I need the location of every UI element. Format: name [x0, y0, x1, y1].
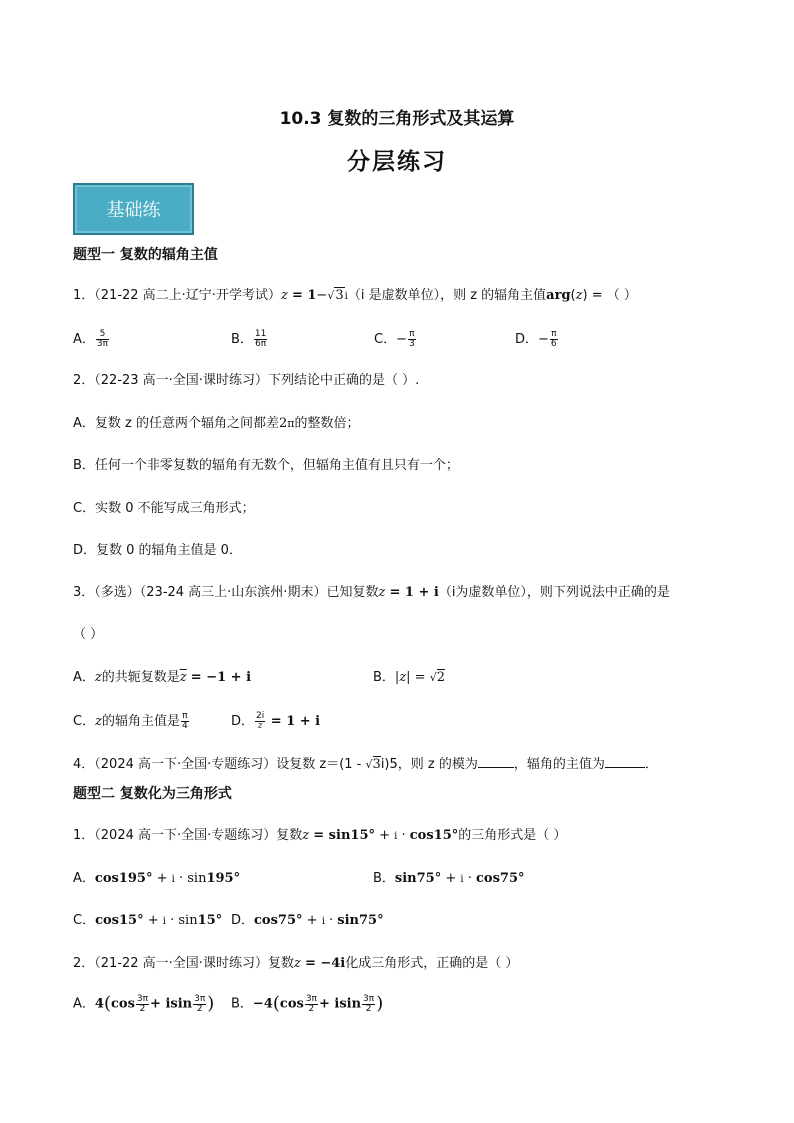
s2q2-post: 化成三角形式，正确的是（ ） — [345, 956, 519, 971]
q3-mid: （i为虚数单位），则下列说法中正确的是 — [438, 585, 670, 600]
section-heading-2: 题型二 复数化为三角形式 — [73, 786, 232, 802]
section-heading-1: 题型一 复数的辐角主值 — [73, 247, 218, 263]
q1-expr: z — [280, 288, 288, 303]
q1-option-b — [231, 330, 268, 349]
q3-option-c-label: C． — [73, 714, 96, 729]
s2q1-option-a-label: A． — [73, 871, 95, 886]
s2q1-option-a: A．cos195° + i · sin195° — [73, 871, 241, 886]
q3-option-c: C．z的辐角主值是 $\frac{\pi}{4}$ — [73, 711, 188, 731]
q3-option-b-label: B． — [373, 670, 395, 685]
q1-option-a-value: $\frac{5}{3\pi}$ — [96, 329, 109, 349]
s2q2-pre: 2．（21-22 高一·全国·课时练习）复数 — [73, 956, 294, 971]
s2q2-option-a-label: A． — [73, 996, 95, 1012]
q1-option-d-value: $\frac{\pi}{6}$ — [550, 329, 557, 349]
q3-pre: 3．（多选）（23-24 高三上·山东滨州·期末）已知复数 — [73, 585, 379, 600]
q1-option-b-value: $\frac{11}{6\pi}$ — [254, 329, 267, 349]
q2-option-c: C．实数 0 不能写成三角形式； — [73, 501, 255, 516]
q1-prefix: 1．（21-22 高二上·辽宁·开学考试） — [73, 288, 281, 303]
s2q1-option-d: D．cos75° + i · sin75° — [231, 913, 384, 928]
q1-option-b-label: B． — [231, 332, 253, 347]
question-2-2: 2．（21-22 高一·全国·课时练习）复数z = −4i化成三角形式，正确的是（ ） — [73, 956, 519, 971]
q3-option-d-label: D． — [231, 714, 255, 729]
q1-option-c-label: C． — [374, 332, 397, 347]
s2q2-option-b-label: B． — [231, 996, 253, 1012]
q3-paren: （ ） — [73, 627, 104, 642]
q4-text1: 4．（2024 高一下·全国·专题练习）设复数 z＝(1 - — [73, 757, 366, 772]
q4-blank-argument[interactable] — [605, 755, 645, 768]
q2-option-a-pre: A．复数 z 的任意两个辐角之间都差 — [73, 416, 279, 431]
s2q1-option-b: B．sin75° + i · cos75° — [373, 871, 525, 886]
question-1-3: 3．（多选）（23-24 高三上·山东滨州·期末）已知复数z = 1 + i（i为虚数单位），则下列说法中正确的是 — [73, 585, 670, 600]
s2q1-option-c: C．cos15° + i · sin15° — [73, 913, 223, 928]
q1-option-c: C．− $\frac{\pi}{3}$ — [374, 329, 415, 349]
q1-option-a — [73, 330, 110, 349]
q4-text4: ． — [644, 757, 658, 772]
q3-option-c-text: 的辐角主值是 — [101, 714, 180, 729]
s2q1-option-d-label: D． — [231, 913, 255, 928]
q1-option-a-label: A． — [73, 332, 95, 347]
s2q1-pre: 1．（2024 高一下·全国·专题练习）复数 — [73, 828, 303, 843]
s2q2-option-b: B．−4(cos $\frac{3\pi}{2}$ + isin $\frac{3\pi}{2}$ ) — [231, 993, 384, 1014]
document-title: 10.3 复数的三角形式及其运算 — [279, 109, 515, 129]
question-1-4: 4．（2024 高一下·全国·专题练习）设复数 z＝(1 - √3i)5，则 z 的模为 ，辐角的主值为 ． — [73, 757, 658, 772]
q2-option-b: B．任何一个非零复数的辐角有无数个，但辐角主值有且只有一个； — [73, 458, 459, 473]
q3-option-a: A．z的共轭复数是$\overline{z} = -1 + i$ — [73, 670, 252, 685]
s2q1-option-b-label: B． — [373, 871, 395, 886]
q4-text2: i)5，则 z 的模为 — [380, 757, 478, 772]
q4-text3: ，辐角的主值为 — [513, 757, 605, 772]
s2q1-post: 的三角形式是（ ） — [458, 828, 567, 843]
level-badge-label: 基础练 — [106, 200, 161, 221]
q1-option-d: D．− $\frac{\pi}{6}$ — [515, 329, 557, 349]
q2-option-a: A．复数 z 的任意两个辐角之间都差2π的整数倍； — [73, 416, 360, 431]
q3-option-d: D． $\frac{2i}{z}$ = 1 + i — [231, 711, 321, 731]
q4-blank-modulus[interactable] — [478, 755, 514, 768]
q3-option-a-label: A． — [73, 670, 95, 685]
s2q1-option-c-label: C． — [73, 913, 96, 928]
level-badge — [73, 183, 194, 235]
document-subtitle: 分层练习 — [347, 149, 447, 175]
q3-option-b: B．|z| = √2 — [373, 670, 446, 685]
q2-option-a-post: 的整数倍； — [294, 416, 360, 431]
q1-option-c-value: $\frac{\pi}{3}$ — [408, 329, 415, 349]
question-2-1: 1．（2024 高一下·全国·专题练习）复数z = sin15° + i · cos15°的三角形式是（ ） — [73, 828, 567, 843]
q1-mid: （i 是虚数单位），则 z 的辐角主值 — [347, 288, 547, 303]
q1-option-d-label: D． — [515, 332, 539, 347]
q3-option-a-text: 的共轭复数是 — [101, 670, 180, 685]
q1-end: （ ） — [606, 288, 637, 303]
q2-option-d: D．复数 0 的辐角主值是 0． — [73, 543, 242, 558]
s2q2-option-a: A．4(cos $\frac{3\pi}{2}$ + isin $\frac{3\pi}{2}$ ) — [73, 993, 215, 1014]
question-1-2: 2．（22-23 高一·全国·课时练习）下列结论中正确的是（ ）. — [73, 373, 420, 388]
question-1-1: 1．（21-22 高二上·辽宁·开学考试）z = 1−√3i（i 是虚数单位），则 z 的辐角主值arg(z) = （ ） — [73, 288, 637, 303]
